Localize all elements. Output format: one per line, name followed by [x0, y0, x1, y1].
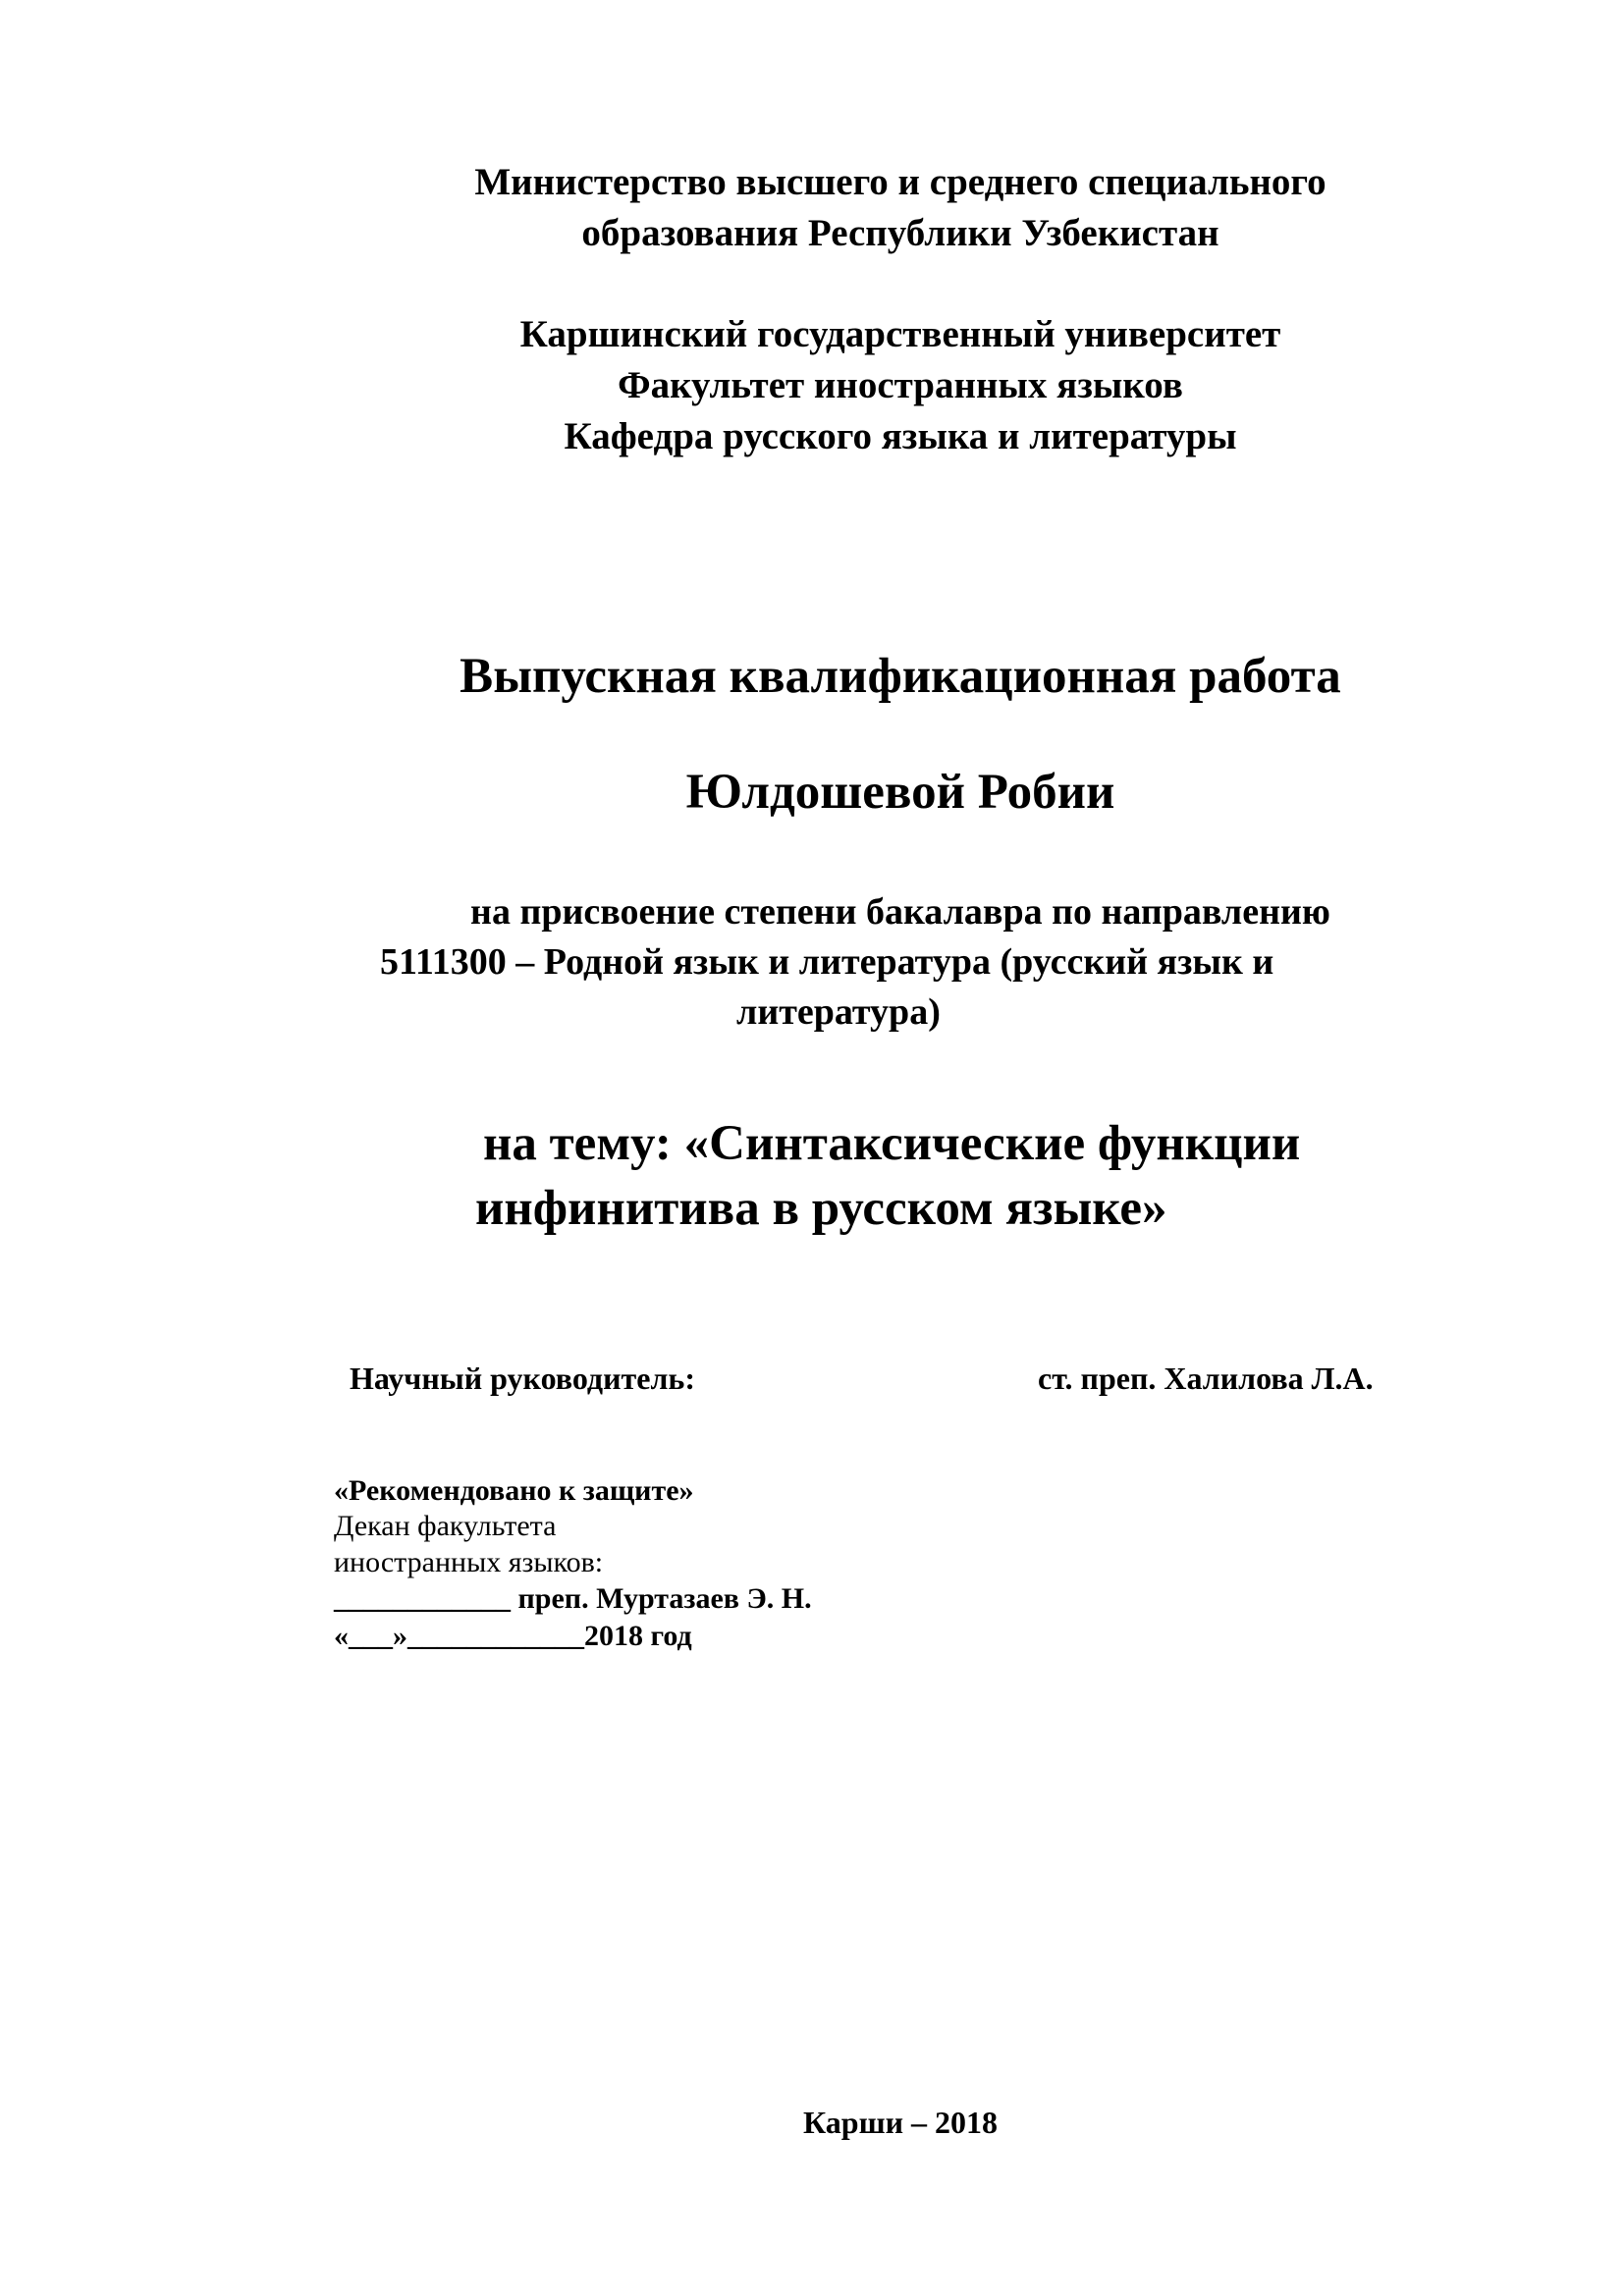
work-type-title: Выпускная квалификационная работа: [460, 649, 1341, 704]
topic-line-2: инфинитива в русском языке»: [475, 1181, 1167, 1236]
degree-line-1: на присвоение степени бакалавра по направлению: [470, 891, 1330, 933]
topic-line-1: на тему: «Синтаксические функции: [483, 1116, 1301, 1171]
signature-line: ____________ преп. Муртазаев Э. Н.: [334, 1582, 812, 1615]
dean-label-line-1: Декан факультета: [334, 1510, 557, 1542]
degree-line-3: литература): [736, 991, 941, 1033]
ministry-line-2: образования Республики Узбекистан: [581, 212, 1219, 254]
dean-label-line-2: иностранных языков:: [334, 1546, 604, 1578]
date-line: «___»____________2018 год: [334, 1620, 692, 1652]
department-name: Кафедра русского языка и литературы: [564, 415, 1237, 457]
university-name: Каршинский государственный университет: [519, 313, 1281, 355]
author-name: Юлдошевой Робии: [685, 765, 1115, 820]
faculty-name: Факультет иностранных языков: [618, 364, 1183, 406]
degree-line-2: 5111300 – Родной язык и литература (русский язык и: [380, 941, 1274, 983]
recommendation-title: «Рекомендовано к защите»: [334, 1474, 694, 1507]
supervisor-name: ст. преп. Халилова Л.А.: [1038, 1361, 1374, 1396]
supervisor-label: Научный руководитель:: [350, 1361, 695, 1396]
ministry-line-1: Министерство высшего и среднего специального: [474, 161, 1326, 203]
city-year: Карши – 2018: [802, 2105, 999, 2140]
